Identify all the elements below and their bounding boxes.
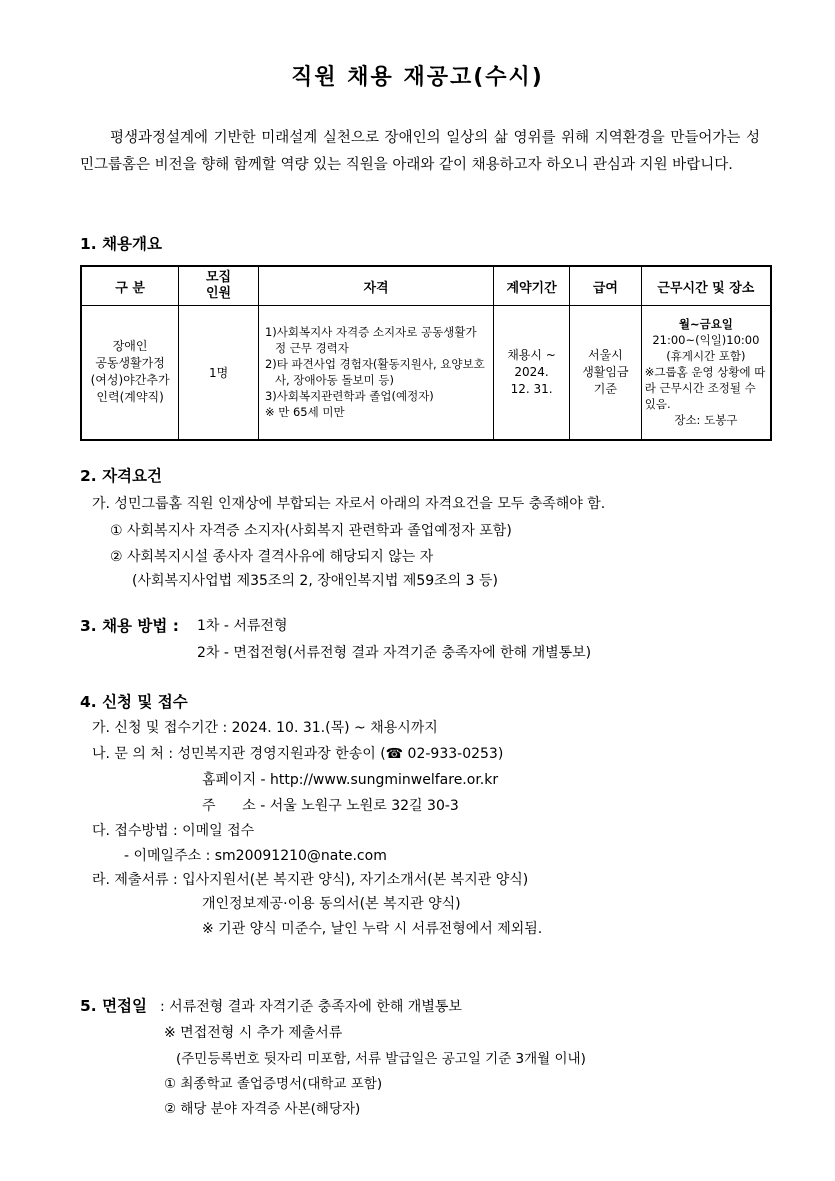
time-days: 월~금요일 xyxy=(678,317,733,332)
header-qualification: 자격 xyxy=(258,266,493,306)
section-3-heading: 3. 채용 방법 : xyxy=(80,617,179,635)
s5-line-3: ① 최종학교 졸업증명서(대학교 포함) xyxy=(164,1076,383,1092)
qual-2b: 사, 장애아동 돌보미 등) xyxy=(274,373,395,388)
s4-line-a: 가. 신청 및 접수기간 : 2024. 10. 31.(목) ~ 채용시까지 xyxy=(92,720,438,736)
s4-line-d2: 개인정보제공·이용 동의서(본 복지관 양식) xyxy=(202,896,461,912)
header-period: 계약기간 xyxy=(494,266,570,306)
table-header-row xyxy=(81,266,771,306)
cell-period: 채용시 ~ 2024. 12. 31. xyxy=(494,306,570,440)
table-row xyxy=(81,306,771,440)
s4-line-b3: 주 소 - 서울 노원구 노원로 32길 30-3 xyxy=(202,798,459,814)
section-5-heading: 5. 면접일 xyxy=(80,997,147,1015)
cell-category: 장애인 공동생활가정 (여성)야간추가 인력(계약직) xyxy=(81,306,179,440)
time-hours: 21:00~(익일)10:00 (휴게시간 포함) xyxy=(652,333,760,364)
section-2-heading: 2. 자격요건 xyxy=(80,467,162,485)
qual-4: ※ 만 65세 미만 xyxy=(264,405,345,420)
header-category: 구 분 xyxy=(81,266,179,306)
s5-line-4: ② 해당 분야 자격증 사본(해당자) xyxy=(164,1101,361,1117)
recruitment-table xyxy=(80,265,772,441)
s2-line-4: (사회복지사업법 제35조의 2, 장애인복지법 제59조의 3 등) xyxy=(132,573,498,589)
s2-line-1: 가. 성민그룹홈 직원 인재상에 부합되는 자로서 아래의 자격요건을 모두 충족해야 함. xyxy=(92,496,606,512)
header-pay: 급여 xyxy=(569,266,641,306)
homepage-link[interactable]: 홈페이지 - http://www.sungminwelfare.or.kr xyxy=(202,772,499,788)
s3-line-2: 2차 - 면접전형(서류전형 결과 자격기준 충족자에 한해 개별통보) xyxy=(197,645,592,661)
s5-line-2: (주민등록번호 뒷자리 미포함, 서류 발급일은 공고일 기준 3개월 이내) xyxy=(176,1051,586,1067)
s4-line-c1: 다. 접수방법 : 이메일 접수 xyxy=(92,823,255,839)
qual-3: 3)사회복지관련학과 졸업(예정자) xyxy=(264,389,434,404)
qual-1b: 정 근무 경력자 xyxy=(274,341,349,356)
s4-line-d3: ※ 기관 양식 미준수, 날인 누락 시 서류전형에서 제외됨. xyxy=(202,921,543,937)
s4-line-d1: 라. 제출서류 : 입사지원서(본 복지관 양식), 자기소개서(본 복지관 양식) xyxy=(92,872,529,888)
cell-pay: 서울시 생활임금 기준 xyxy=(569,306,641,440)
s2-line-2: ① 사회복지사 자격증 소지자(사회복지 관련학과 졸업예정자 포함) xyxy=(110,523,512,539)
s3-line-1: 1차 - 서류전형 xyxy=(197,618,288,634)
cell-time-place xyxy=(641,306,771,440)
s4-line-b1: 나. 문 의 처 : 성민복지관 경영지원과장 한송이 (☎ 02-933-0253) xyxy=(92,746,504,762)
intro-paragraph: 평생과정설계에 기반한 미래설계 실천으로 장애인의 일상의 삶 영위를 위해 지역환경을 만들어가는 성민그룹홈은 비전을 향해 함께할 역량 있는 직원을 아래와 같이 채용하고자 하오니 관심과 지원 바랍니다. xyxy=(80,130,760,173)
cell-qualification xyxy=(258,306,493,440)
header-count: 모집 인원 xyxy=(179,266,259,306)
header-time-place: 근무시간 및 장소 xyxy=(641,266,771,306)
email-address[interactable]: - 이메일주소 : sm20091210@nate.com xyxy=(124,848,387,864)
cell-count: 1명 xyxy=(179,306,259,440)
time-place: 장소: 도봉구 xyxy=(674,413,738,428)
qual-1: 1)사회복지사 자격증 소지자로 공동생활가 xyxy=(264,325,477,340)
qual-2: 2)타 파견사업 경험자(활동지원사, 요양보호 xyxy=(264,357,485,372)
s2-line-3: ② 사회복지시설 종사자 결격사유에 해당되지 않는 자 xyxy=(110,549,434,565)
s5-text: : 서류전형 결과 자격기준 충족자에 한해 개별통보 xyxy=(160,999,462,1015)
s5-line-1: ※ 면접전형 시 추가 제출서류 xyxy=(164,1025,343,1041)
section-1-heading: 1. 채용개요 xyxy=(80,235,162,253)
page-title: 직원 채용 재공고(수시) xyxy=(291,65,544,90)
section-4-heading: 4. 신청 및 접수 xyxy=(80,693,188,711)
time-note: ※그룹홈 운영 상황에 따라 근무시간 조정될 수 있음. xyxy=(644,365,766,412)
